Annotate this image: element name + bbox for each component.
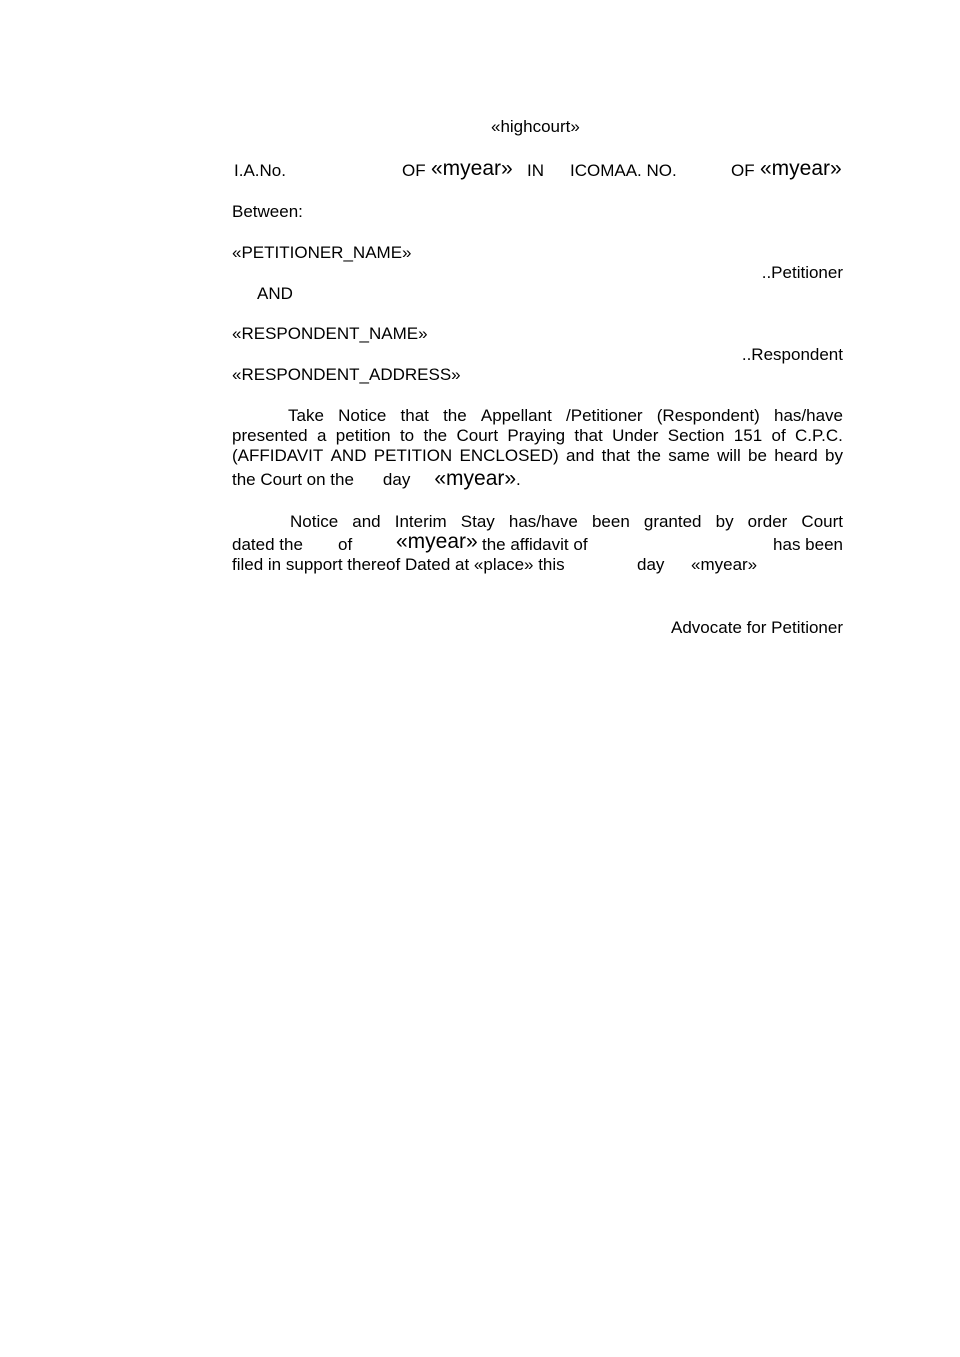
word: ENCLOSED) (459, 446, 559, 465)
word: Under (612, 426, 659, 445)
word: AND (330, 446, 367, 465)
word: Notice (290, 512, 339, 531)
year-field-3: «myear» (434, 467, 517, 490)
word: has/have (773, 406, 843, 425)
word: a (316, 426, 327, 445)
stay-line-2 (232, 532, 843, 555)
word: Notice (338, 406, 387, 425)
word: petition (335, 426, 391, 445)
text-run: the Court on the (232, 470, 354, 489)
word: Section (667, 426, 725, 445)
word: Court (456, 426, 499, 445)
year-field-4: «myear» (396, 530, 478, 553)
word: Stay (460, 512, 495, 531)
word: /Petitioner (566, 406, 643, 425)
word: (AFFIDAVIT (232, 446, 324, 465)
notice-line-2 (232, 426, 843, 446)
word: (Respondent) (656, 406, 760, 425)
word: Praying (507, 426, 566, 445)
word: PETITION (373, 446, 453, 465)
stay-line-1 (232, 512, 843, 532)
text-run: . (516, 470, 521, 489)
text-run: has been (773, 535, 843, 554)
word: 151 (733, 426, 763, 445)
in-label: IN (527, 161, 544, 180)
text-run: of (338, 535, 353, 554)
word: to (399, 426, 415, 445)
word: been (591, 512, 630, 531)
word: presented (232, 426, 308, 445)
ia-number-label: I.A.No. (234, 161, 286, 180)
word: be (748, 446, 767, 465)
year-field-2: «myear» (760, 157, 842, 180)
court-name: «highcourt» (491, 117, 580, 136)
of-label-2: OF (731, 161, 755, 180)
word: same (668, 446, 710, 465)
notice-line-1 (232, 406, 843, 426)
word: Appellant (480, 406, 552, 425)
stay-paragraph (232, 512, 843, 575)
text-run: the affidavit of (482, 535, 588, 554)
between-label: Between: (232, 202, 303, 221)
word: the (423, 426, 448, 445)
petitioner-name: «PETITIONER_NAME» (232, 243, 412, 262)
word: has/have (508, 512, 578, 531)
of-label-1: OF (402, 161, 426, 180)
word: that (601, 446, 631, 465)
word: by (825, 446, 843, 465)
word: and (352, 512, 381, 531)
word: Court (801, 512, 843, 531)
word: the (637, 446, 661, 465)
text-run: filed in support thereof Dated at «place» this (232, 555, 565, 574)
respondent-address: «RESPONDENT_ADDRESS» (232, 365, 461, 384)
stay-line-3 (232, 555, 843, 575)
word: order (747, 512, 788, 531)
word: by (715, 512, 734, 531)
word: the (443, 406, 467, 425)
petitioner-role: ..Petitioner (761, 263, 843, 282)
respondent-name: «RESPONDENT_NAME» (232, 324, 428, 343)
advocate-signature-label: Advocate for Petitioner (671, 618, 843, 637)
word: that (400, 406, 429, 425)
notice-paragraph (232, 406, 843, 492)
text-run: day (382, 470, 411, 489)
icomaa-number-label: ICOMAA. NO. (570, 161, 677, 180)
word: of (771, 426, 786, 445)
word: Interim (394, 512, 447, 531)
year-field-1: «myear» (431, 157, 513, 180)
word: heard (774, 446, 818, 465)
respondent-role: ..Respondent (741, 345, 843, 364)
word: that (574, 426, 603, 445)
word: and (565, 446, 595, 465)
word: will (717, 446, 741, 465)
word: C.P.C. (795, 426, 843, 445)
text-run: dated the (232, 535, 303, 554)
word: Take (288, 406, 324, 425)
notice-line-4 (232, 466, 843, 492)
text-run: «myear» (691, 555, 758, 574)
text-run: day (637, 555, 665, 574)
and-label: AND (257, 284, 293, 303)
word: granted (643, 512, 702, 531)
notice-line-3 (232, 446, 843, 466)
